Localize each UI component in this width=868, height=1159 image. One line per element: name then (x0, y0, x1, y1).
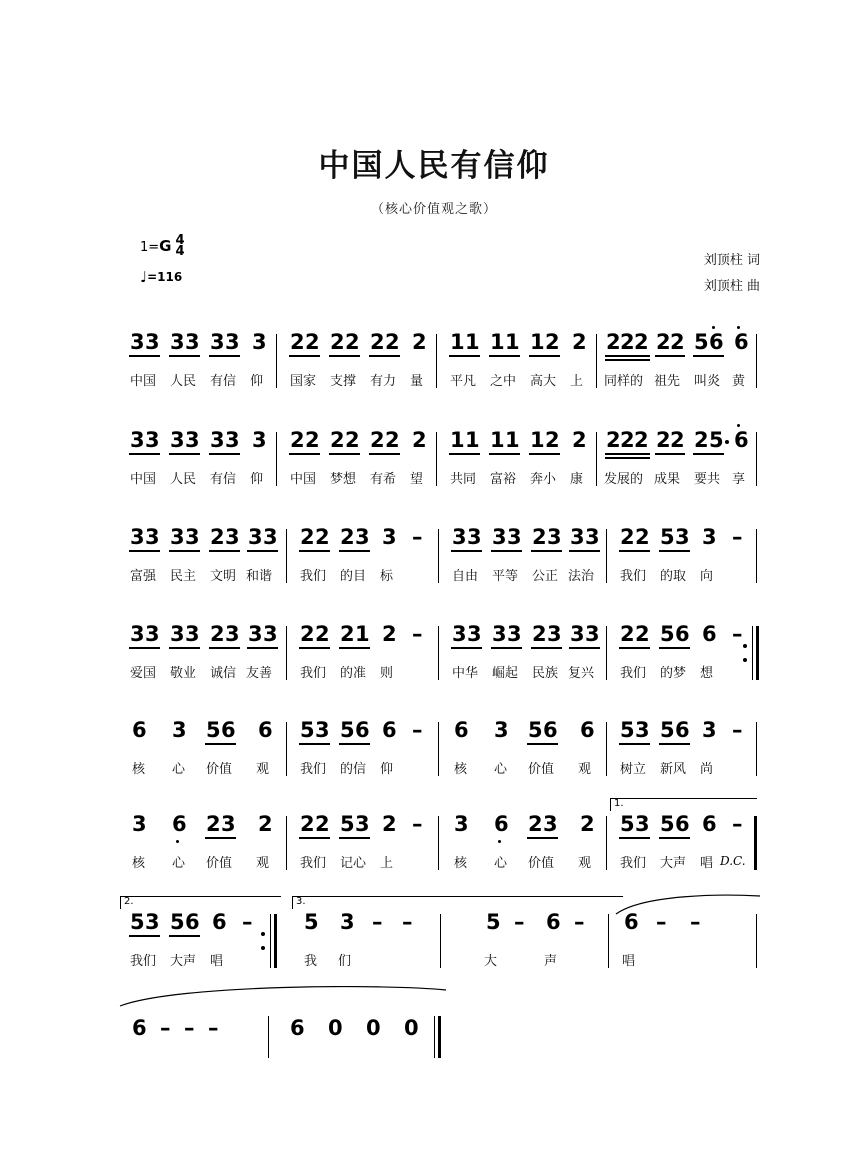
system-8 (118, 1000, 758, 1060)
system-7 (118, 896, 758, 976)
page-title: 中国人民有信仰 (318, 148, 550, 184)
repeat-end-sign (270, 914, 280, 968)
tempo-marking (140, 267, 185, 285)
measure: 3 6 2 3 2 核 心 价值 观 (118, 812, 283, 878)
measure: 3 3 3 3 2 3 3 3 爱国 敬业 诚信 友善 (118, 622, 278, 688)
measure: 3 3 3 3 3 3 3 中国 人民 有信 仰 (118, 428, 278, 494)
measure: 2 2 2 2 2 2 5 6 发展的 成果 要共 享 (598, 428, 758, 494)
measure: 6 – – – (118, 1000, 278, 1060)
measure: 3 6 2 3 2 核 心 价值 观 (440, 812, 602, 878)
measure: 3 3 3 3 2 3 3 3 富强 民主 文明 和谐 (118, 525, 278, 591)
system-5 (118, 718, 758, 784)
system-2 (118, 428, 758, 494)
measure: 2 2 2 3 3 – 我们 的目 标 (288, 525, 443, 591)
measure: 5 – 6 – 大 声 (442, 910, 604, 976)
measure: 2. 5 3 5 6 6 – 我们 大声 唱 (118, 910, 283, 976)
measure: 2 2 2 2 2 2 2 国家 支撑 有力 量 (278, 330, 438, 396)
system-1 (118, 330, 758, 396)
system-3 (118, 525, 758, 591)
measure: 5 3 5 6 6 – 我们 的信 仰 (288, 718, 443, 784)
credit-lyricist: 刘顶柱 词 (703, 253, 760, 268)
ending-bracket-1: 1. (610, 798, 757, 811)
measure: 6 3 5 6 6 核 心 价值 观 (440, 718, 602, 784)
measure: 1 1 1 1 1 2 2 共同 富裕 奔小 康 (438, 428, 598, 494)
repeat-end-sign (752, 626, 762, 680)
page-subtitle: （核心价值观之歌） (370, 202, 497, 217)
ending-bracket-3: 3. (292, 896, 623, 909)
final-barline (434, 1016, 442, 1058)
measure: 5 3 5 6 3 – 树立 新风 尚 (608, 718, 758, 784)
measure: 2 2 5 3 3 – 我们 的取 向 (608, 525, 758, 591)
measure: 2 2 2 1 2 – 我们 的准 则 (288, 622, 443, 688)
measure: 1 1 1 1 1 2 2 平凡 之中 高大 上 (438, 330, 598, 396)
measure: 6 3 5 6 6 核 心 价值 观 (118, 718, 283, 784)
key-value: G (159, 237, 172, 255)
dc-mark: D.C. (720, 854, 746, 868)
system-6 (118, 798, 758, 878)
measure: 1. 5 3 5 6 6 – 我们 大声 唱 D.C. (608, 812, 758, 878)
measure: 3 3 3 3 2 3 3 3 自由 平等 公正 法治 (440, 525, 602, 591)
measure: 6 – – 唱 (610, 910, 758, 976)
key-label: 1= (140, 240, 160, 255)
measure: 3. 5 3 – – 我 们 (290, 910, 445, 976)
time-signature: 4 4 (175, 233, 185, 259)
measure: 2 2 5 3 2 – 我们 记心 上 (288, 812, 443, 878)
measure: 2 2 5 6 6 – 我们 的梦 想 (608, 622, 758, 688)
key-tempo-block (140, 233, 185, 286)
tempo-value: =116 (147, 270, 183, 284)
credits (704, 248, 760, 300)
credit-composer: 刘顶柱 曲 (703, 279, 760, 294)
measure: 3 3 3 3 3 3 3 中国 人民 有信 仰 (118, 330, 278, 396)
measure: 3 3 3 3 2 3 3 3 中华 崛起 民族 复兴 (440, 622, 602, 688)
system-4 (118, 622, 758, 688)
measure: 2 2 2 2 2 5 6 6 同样的 祖先 叫炎 黄 (598, 330, 758, 396)
ending-bracket-2: 2. (120, 896, 281, 909)
quarter-note-icon: ♩ (140, 268, 148, 286)
measure: 6 0 0 0 (276, 1000, 461, 1060)
measure: 2 2 2 2 2 2 2 中国 梦想 有希 望 (278, 428, 438, 494)
